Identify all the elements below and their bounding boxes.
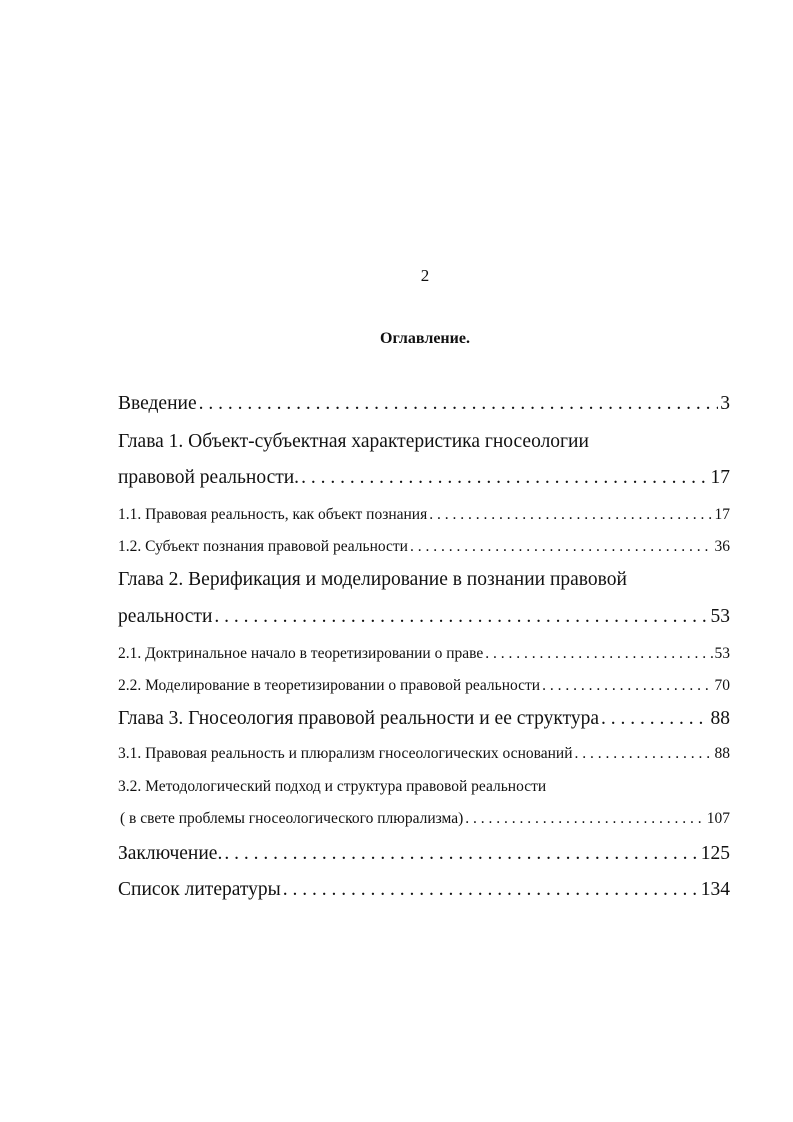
toc-entry-page: 70 <box>714 677 730 694</box>
dot-leader <box>214 606 708 628</box>
toc-entry-label: Список литературы <box>118 879 281 900</box>
dot-leader <box>465 810 704 828</box>
toc-entry-conclusion[interactable] <box>118 843 730 865</box>
toc-entry-page: 17 <box>710 467 730 488</box>
toc-entry-label: Введение <box>118 393 197 414</box>
toc-entry-section-2-1[interactable] <box>118 645 730 663</box>
toc-entry-intro[interactable] <box>118 393 730 415</box>
dot-leader <box>410 538 713 556</box>
toc-entry-label: 1.1. Правовая реальность, как объект познания <box>118 506 428 523</box>
toc-entry-label: 3.1. Правовая реальность и плюрализм гносеологических оснований <box>118 745 573 762</box>
toc-entry-page: 134 <box>700 879 730 900</box>
dot-leader <box>485 645 712 663</box>
toc-entry-page: 125 <box>700 843 730 864</box>
dot-leader <box>283 879 699 901</box>
toc-title: Оглавление. <box>380 330 470 347</box>
dot-leader <box>301 467 708 489</box>
toc-entry-label: 2.2. Моделирование в теоретизировании о правовой реальности <box>118 677 541 694</box>
toc-entry-chapter-3[interactable] <box>118 708 730 730</box>
toc-entry-section-2-2[interactable] <box>118 677 730 695</box>
toc-entry-page: 53 <box>714 645 730 662</box>
toc-entry-page: 88 <box>710 708 730 729</box>
dot-leader <box>601 708 708 730</box>
toc-entry-label: 2.1. Доктринальное начало в теоретизировании о праве <box>118 645 484 662</box>
toc-entry-label: Заключение. <box>118 843 223 864</box>
toc-entry-page: 3 <box>720 393 730 414</box>
toc-chapter-1-title[interactable]: Глава 1. Объект-субъектная характеристика гносеологии <box>118 431 589 452</box>
toc-entry-section-3-2[interactable] <box>120 810 730 828</box>
dot-leader <box>199 393 719 415</box>
toc-chapter-2-title[interactable]: Глава 2. Верификация и моделирование в познании правовой <box>118 569 627 590</box>
toc-entry-page: 17 <box>714 506 730 523</box>
toc-entry-page: 36 <box>714 538 730 555</box>
toc-entry-label: ( в свете проблемы гносеологического плюрализма) <box>120 810 464 827</box>
toc-entry-section-1-2[interactable] <box>118 538 730 556</box>
toc-entry-label: Глава 3. Гносеология правовой реальности и ее структура <box>118 708 600 729</box>
dot-leader <box>575 745 713 763</box>
toc-entry-chapter-1[interactable] <box>118 467 730 489</box>
toc-entry-chapter-2[interactable] <box>118 606 730 628</box>
dot-leader <box>429 506 712 524</box>
toc-entry-section-3-1[interactable] <box>118 745 730 763</box>
toc-section-3-2-title[interactable]: 3.2. Методологический подход и структура правовой реальности <box>118 778 547 795</box>
toc-entry-label: правовой реальности. <box>118 467 300 488</box>
toc-entry-label: реальности <box>118 606 213 627</box>
toc-entry-bibliography[interactable] <box>118 879 730 901</box>
page-number: 2 <box>420 266 430 285</box>
dot-leader <box>542 677 712 695</box>
toc-entry-page: 107 <box>706 810 730 827</box>
dot-leader <box>224 843 698 865</box>
toc-entry-page: 88 <box>714 745 730 762</box>
toc-entry-page: 53 <box>710 606 730 627</box>
toc-entry-section-1-1[interactable] <box>118 506 730 524</box>
toc-entry-label: 1.2. Субъект познания правовой реальности <box>118 538 408 555</box>
